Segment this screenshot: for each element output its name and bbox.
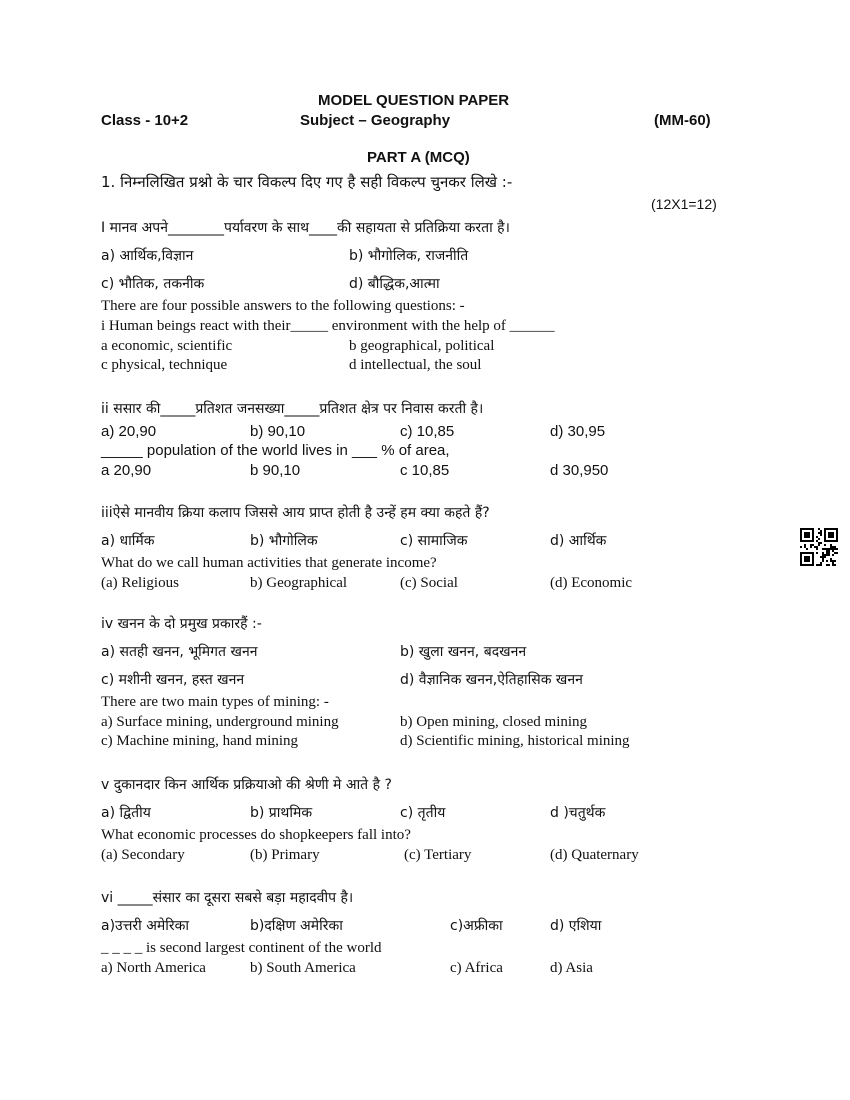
q2-en-option-c: c 10,85: [400, 462, 450, 479]
q5-hi-option-c: c) तृतीय: [400, 805, 446, 821]
q5-english: What economic processes do shopkeepers fall into?: [101, 827, 411, 843]
q4-en-option-c: c) Machine mining, hand mining: [101, 733, 299, 749]
q2-en-option-b: b 90,10: [250, 462, 301, 479]
marks-distribution: (12X1=12): [651, 196, 717, 212]
class-label: Class - 10+2: [101, 112, 189, 129]
q2-en-option-a: a 20,90: [101, 462, 152, 479]
q2-hi-option-c: c) 10,85: [400, 423, 455, 440]
q4-en-option-a: a) Surface mining, underground mining: [101, 714, 339, 730]
q4-hi-option-a: a) सतही खनन, भूमिगत खनन: [101, 644, 258, 660]
q6-hi-option-d: d) एशिया: [550, 918, 602, 934]
q1-english-intro: There are four possible answers to the following questions: -: [101, 298, 465, 314]
q4-en-option-d: d) Scientific mining, historical mining: [400, 733, 630, 749]
q1-en-option-b: b geographical, political: [349, 338, 495, 354]
q2-en-option-d: d 30,950: [550, 462, 609, 479]
q4-hi-option-d: d) वैज्ञानिक खनन,ऐतिहासिक खनन: [400, 672, 583, 688]
qr-code-icon: [800, 528, 838, 568]
q4-en-option-b: b) Open mining, closed mining: [400, 714, 588, 730]
q3-en-option-a: (a) Religious: [101, 575, 179, 591]
q5-hi-option-b: b) प्राथमिक: [250, 805, 313, 821]
q1-en-option-d: d intellectual, the soul: [349, 357, 482, 373]
q5-hindi: v दुकानदार किन आर्थिक प्रक्रियाओ की श्रेणी मे आते है ?: [101, 777, 392, 793]
q3-hindi: iiiऐसे मानवीय क्रिया कलाप जिससे आय प्राप्त होती है उन्हें हम क्या कहते हैं?: [101, 505, 490, 521]
q5-en-option-c: (c) Tertiary: [404, 847, 472, 863]
q5-hi-option-d: d )चतुर्थक: [550, 805, 606, 821]
q2-hi-option-d: d) 30,95: [550, 423, 606, 440]
q4-hi-option-c: c) मशीनी खनन, हस्त खनन: [101, 672, 245, 688]
q4-hi-option-b: b) खुला खनन, बदखनन: [400, 644, 527, 660]
q6-en-option-d: d) Asia: [550, 960, 593, 976]
q2-hi-option-b: b) 90,10: [250, 423, 306, 440]
q5-en-option-a: (a) Secondary: [101, 847, 185, 863]
q6-hi-option-b: b)दक्षिण अमेरिका: [250, 918, 343, 934]
q1-en-option-c: c physical, technique: [101, 357, 228, 373]
q5-en-option-d: (d) Quaternary: [550, 847, 639, 863]
q3-en-option-c: (c) Social: [400, 575, 458, 591]
q1-hi-option-c: c) भौतिक, तकनीक: [101, 276, 205, 292]
q1-hi-option-d: d) बौद्धिक,आत्मा: [349, 276, 440, 292]
instruction-hindi: 1. निम्नलिखित प्रश्नो के चार विकल्प दिए गए है सही विकल्प चुनकर लिखे :-: [101, 173, 513, 191]
q3-en-option-b: b) Geographical: [250, 575, 348, 591]
q4-hindi: iv खनन के दो प्रमुख प्रकारहैं :-: [101, 616, 262, 632]
max-marks: (MM-60): [654, 112, 711, 129]
q3-english: What do we call human activities that generate income?: [101, 555, 437, 571]
q6-en-option-a: a) North America: [101, 960, 206, 976]
q1-hi-option-b: b) भौगोलिक, राजनीति: [349, 248, 469, 264]
q5-hi-option-a: a) द्वितीय: [101, 805, 151, 821]
q6-en-option-c: c) Africa: [450, 960, 503, 976]
paper-title: MODEL QUESTION PAPER: [318, 92, 510, 109]
q3-hi-option-b: b) भौगोलिक: [250, 533, 318, 549]
q6-hi-option-c: c)अफ्रीका: [450, 918, 503, 934]
q3-hi-option-d: d) आर्थिक: [550, 533, 607, 549]
q6-en-option-b: b) South America: [250, 960, 356, 976]
q6-hindi: vi _____संसार का दूसरा सबसे बड़ा महादवीप है।: [101, 890, 354, 906]
q1-hindi: I मानव अपने________पर्यावरण के साथ____की सहायता से प्रतिक्रिया करता है।: [101, 220, 510, 236]
q2-hi-option-a: a) 20,90: [101, 423, 157, 440]
q6-hi-option-a: a)उत्तरी अमेरिका: [101, 918, 189, 934]
q2-english: _____ population of the world lives in ___ % of area,: [101, 442, 450, 459]
q3-hi-option-a: a) धार्मिक: [101, 533, 155, 549]
q6-english: _ _ _ _ is second largest continent of the world: [101, 940, 382, 956]
q5-en-option-b: (b) Primary: [250, 847, 320, 863]
q3-en-option-d: (d) Economic: [550, 575, 633, 591]
q2-hindi: ii ससार की_____प्रतिशत जनसख्या_____प्रतिशत क्षेत्र पर निवास करती है।: [101, 401, 484, 417]
part-heading: PART A (MCQ): [367, 149, 470, 166]
q3-hi-option-c: c) सामाजिक: [400, 533, 468, 549]
q4-english: There are two main types of mining: -: [101, 694, 329, 710]
q1-en-option-a: a economic, scientific: [101, 338, 233, 354]
q1-hi-option-a: a) आर्थिक,विज्ञान: [101, 248, 194, 264]
subject-label: Subject – Geography: [300, 112, 451, 129]
q1-english: i Human beings react with their_____ environment with the help of ______: [101, 318, 555, 334]
